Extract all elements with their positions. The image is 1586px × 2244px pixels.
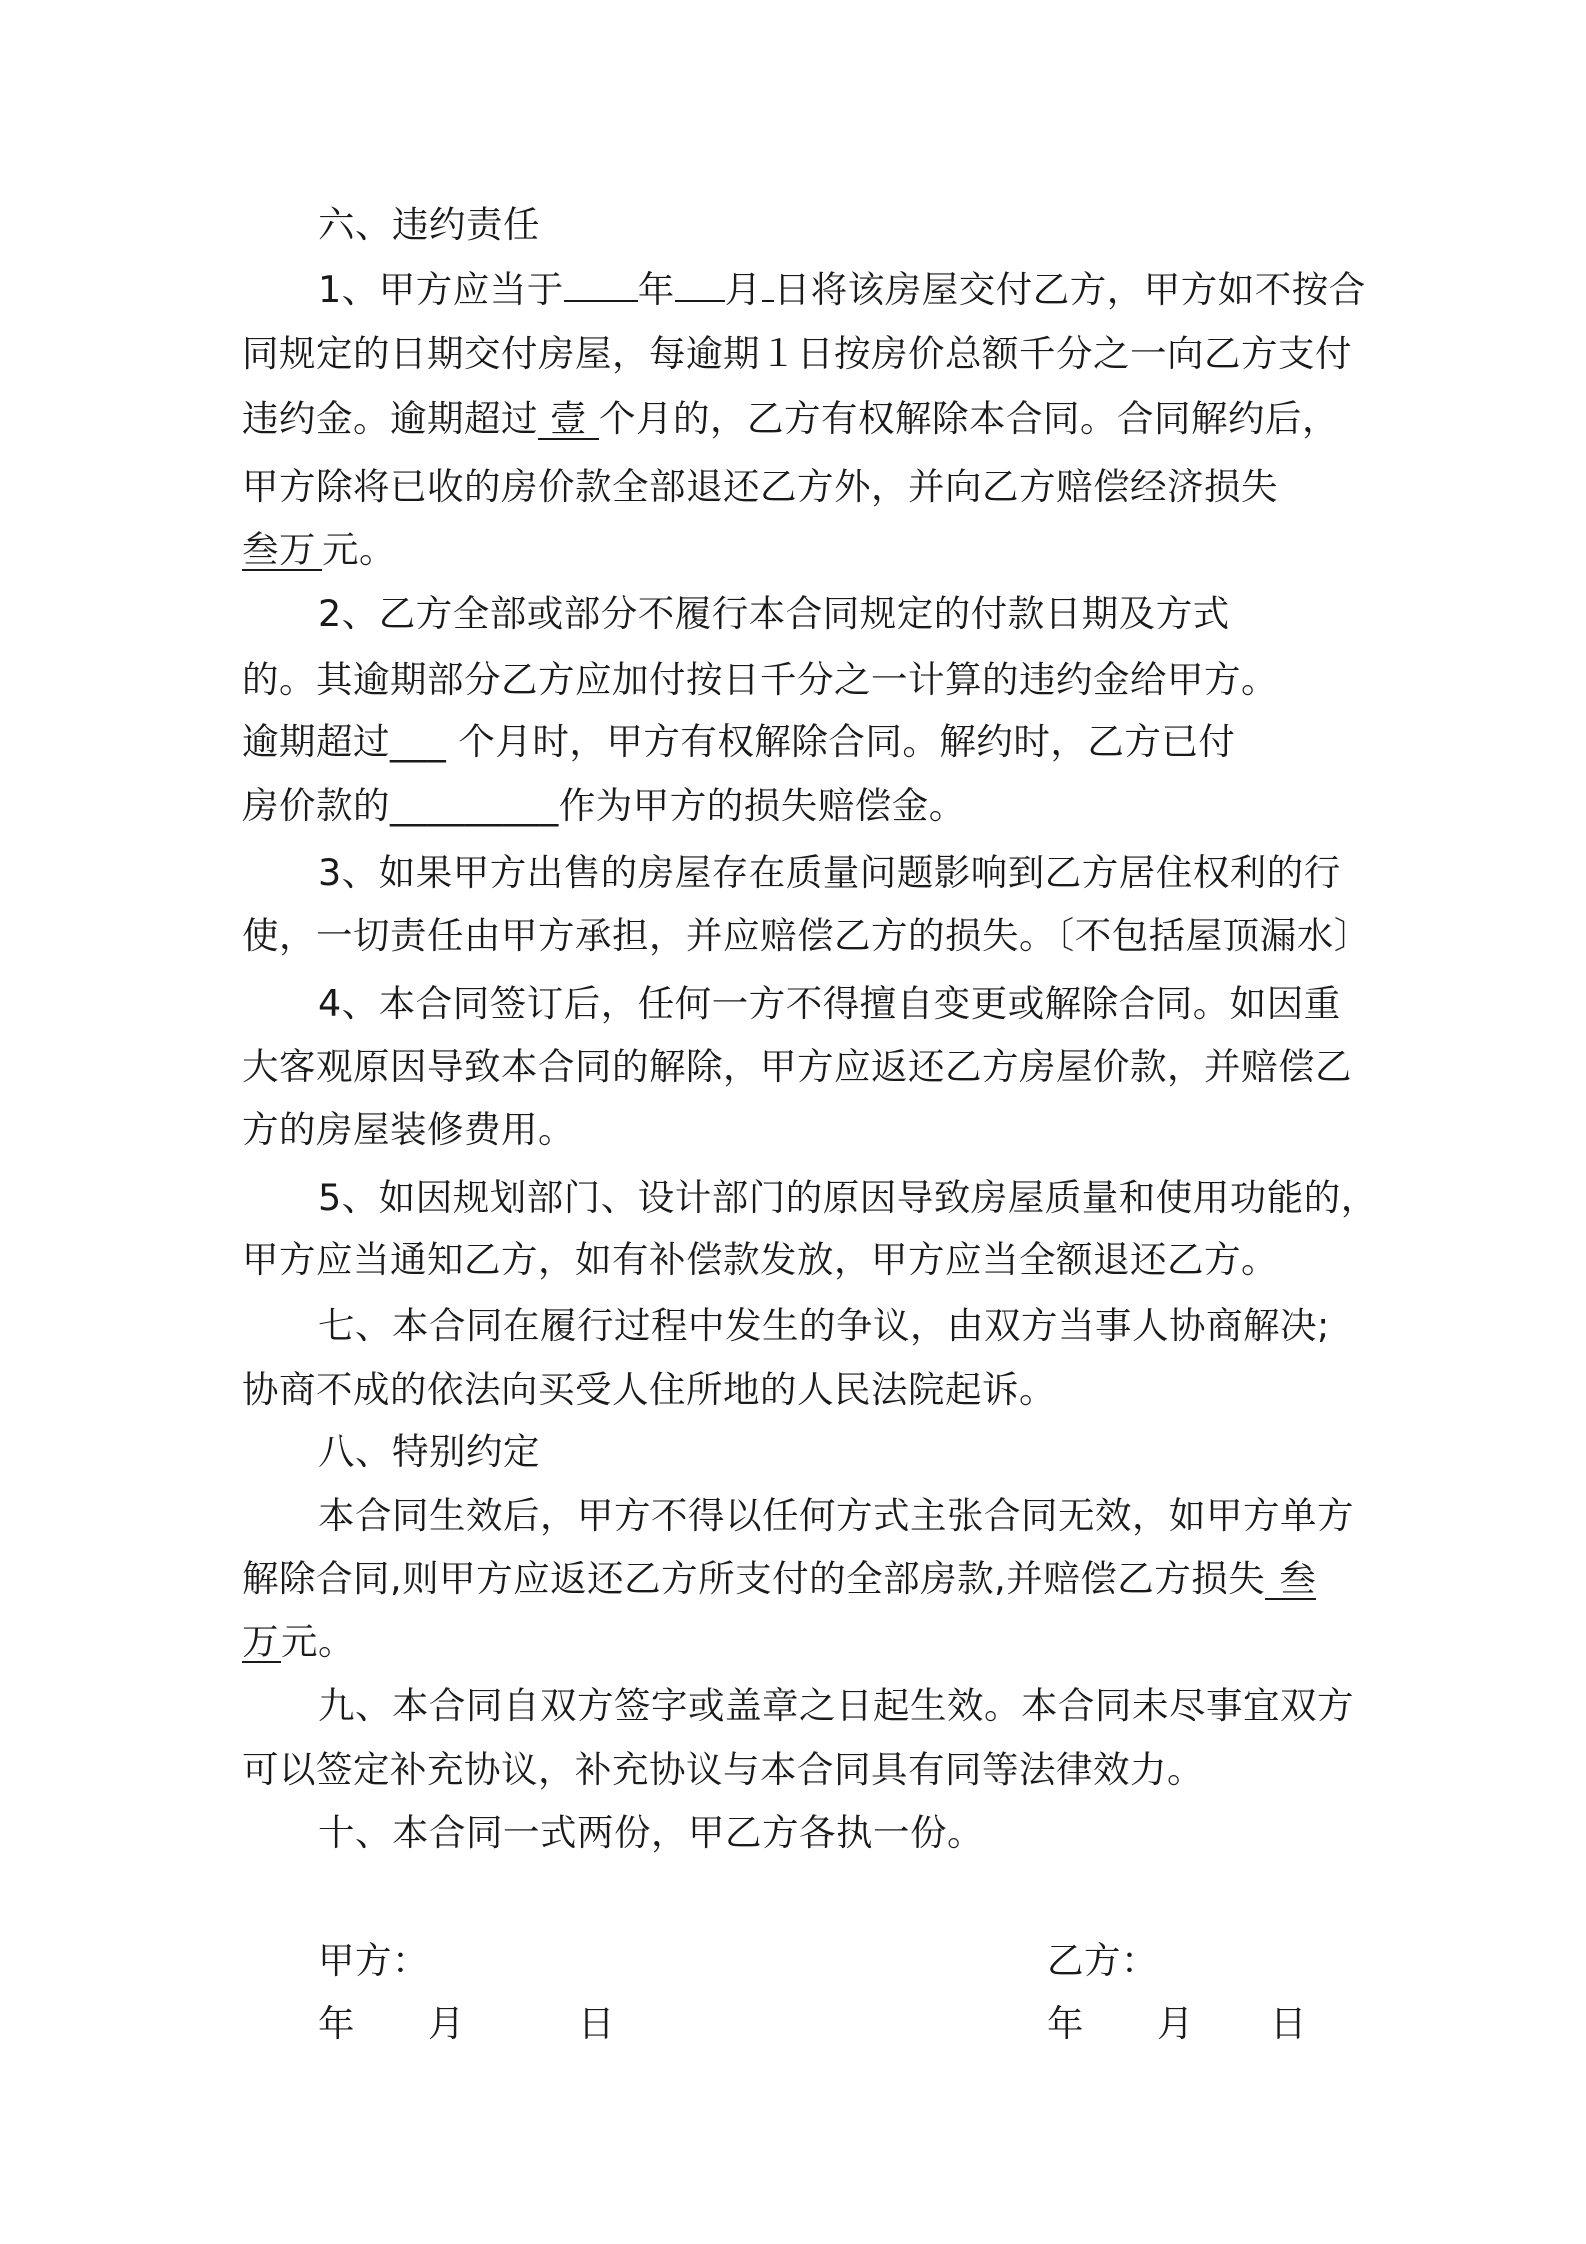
section-7-line-2: 协商不成的依法向买受人住所地的人民法院起诉。 <box>242 1368 1056 1411</box>
section-8-line-2: 解除合同,则甲方应返还乙方所支付的全部房款,并赔偿乙方损失 叁 <box>242 1557 1317 1600</box>
party-a-month: 月 <box>428 2002 465 2045</box>
party-b-day: 日 <box>1270 2002 1307 2045</box>
clause-1-line-3: 违约金。逾期超过 壹 个月的，乙方有权解除本合同。合同解约后， <box>242 397 1339 440</box>
clause-1-line-1: 1、甲方应当于 年 月 日将该房屋交付乙方，甲方如不按合 <box>318 268 1366 311</box>
clause-2-line-4: 房价款的_________作为甲方的损失赔偿金。 <box>242 784 966 827</box>
clause-4-line-1: 4、本合同签订后，任何一方不得擅自变更或解除合同。如因重 <box>318 982 1341 1025</box>
clause-3-line-2: 使，一切责任由甲方承担，并应赔偿乙方的损失。〔不包括屋顶漏水〕 <box>242 914 1371 957</box>
section-9-line-2: 可以签定补充协议，补充协议与本合同具有同等法律效力。 <box>242 1748 1204 1791</box>
section-7-line-1: 七、本合同在履行过程中发生的争议，由双方当事人协商解决; <box>318 1304 1330 1347</box>
compensation-amount-value: 叁万 <box>242 532 322 571</box>
clause-5-line-2: 甲方应当通知乙方，如有补偿款发放，甲方应当全额退还乙方。 <box>242 1238 1278 1281</box>
special-compensation-value-2: 万 <box>242 1620 279 1663</box>
clause-1-line-4: 甲方除将已收的房价款全部退还乙方外，并向乙方赔偿经济损失 <box>242 465 1278 508</box>
party-b-label: 乙方： <box>1047 1939 1158 1982</box>
clause-4-line-3: 方的房屋装修费用。 <box>242 1108 575 1151</box>
section-6-heading: 六、违约责任 <box>318 203 540 246</box>
section-8-line-1: 本合同生效后，甲方不得以任何方式主张合同无效，如甲方单方 <box>318 1494 1354 1537</box>
party-b-month: 月 <box>1157 2002 1194 2045</box>
special-compensation-value-1: 叁 <box>1265 1561 1316 1600</box>
clause-1-line-2: 同规定的日期交付房屋，每逾期１日按房价总额千分之一向乙方支付 <box>242 332 1352 375</box>
clause-2-line-2: 的。其逾期部分乙方应加付按日千分之一计算的违约金给甲方。 <box>242 658 1278 701</box>
section-8-line-3: 万元。 <box>242 1620 355 1663</box>
clause-2-line-3: 逾期超过___ 个月时，甲方有权解除合同。解约时，乙方已付 <box>242 720 1236 763</box>
party-b-year: 年 <box>1047 2002 1084 2045</box>
party-a-year: 年 <box>318 2002 355 2045</box>
clause-3-line-1: 3、如果甲方出售的房屋存在质量问题影响到乙方居住权利的行 <box>318 851 1341 894</box>
section-8-heading: 八、特别约定 <box>318 1430 540 1473</box>
clause-5-line-1: 5、如因规划部门、设计部门的原因导致房屋质量和使用功能的， <box>318 1176 1378 1219</box>
clause-4-line-2: 大客观原因导致本合同的解除，甲方应返还乙方房屋价款，并赔偿乙 <box>242 1045 1352 1088</box>
clause-1-line-5: 叁万 元。 <box>242 528 396 571</box>
blank-day <box>762 300 774 302</box>
blank-year <box>564 300 638 302</box>
party-a-day: 日 <box>578 2002 615 2045</box>
clause-2-line-1: 2、乙方全部或部分不履行本合同规定的付款日期及方式 <box>318 592 1230 635</box>
party-a-label: 甲方： <box>318 1939 429 1982</box>
section-9-line-1: 九、本合同自双方签字或盖章之日起生效。本合同未尽事宜双方 <box>318 1684 1354 1727</box>
blank-month <box>675 300 725 302</box>
overdue-months-value: 壹 <box>538 401 599 440</box>
section-10: 十、本合同一式两份，甲乙方各执一份。 <box>318 1811 984 1854</box>
